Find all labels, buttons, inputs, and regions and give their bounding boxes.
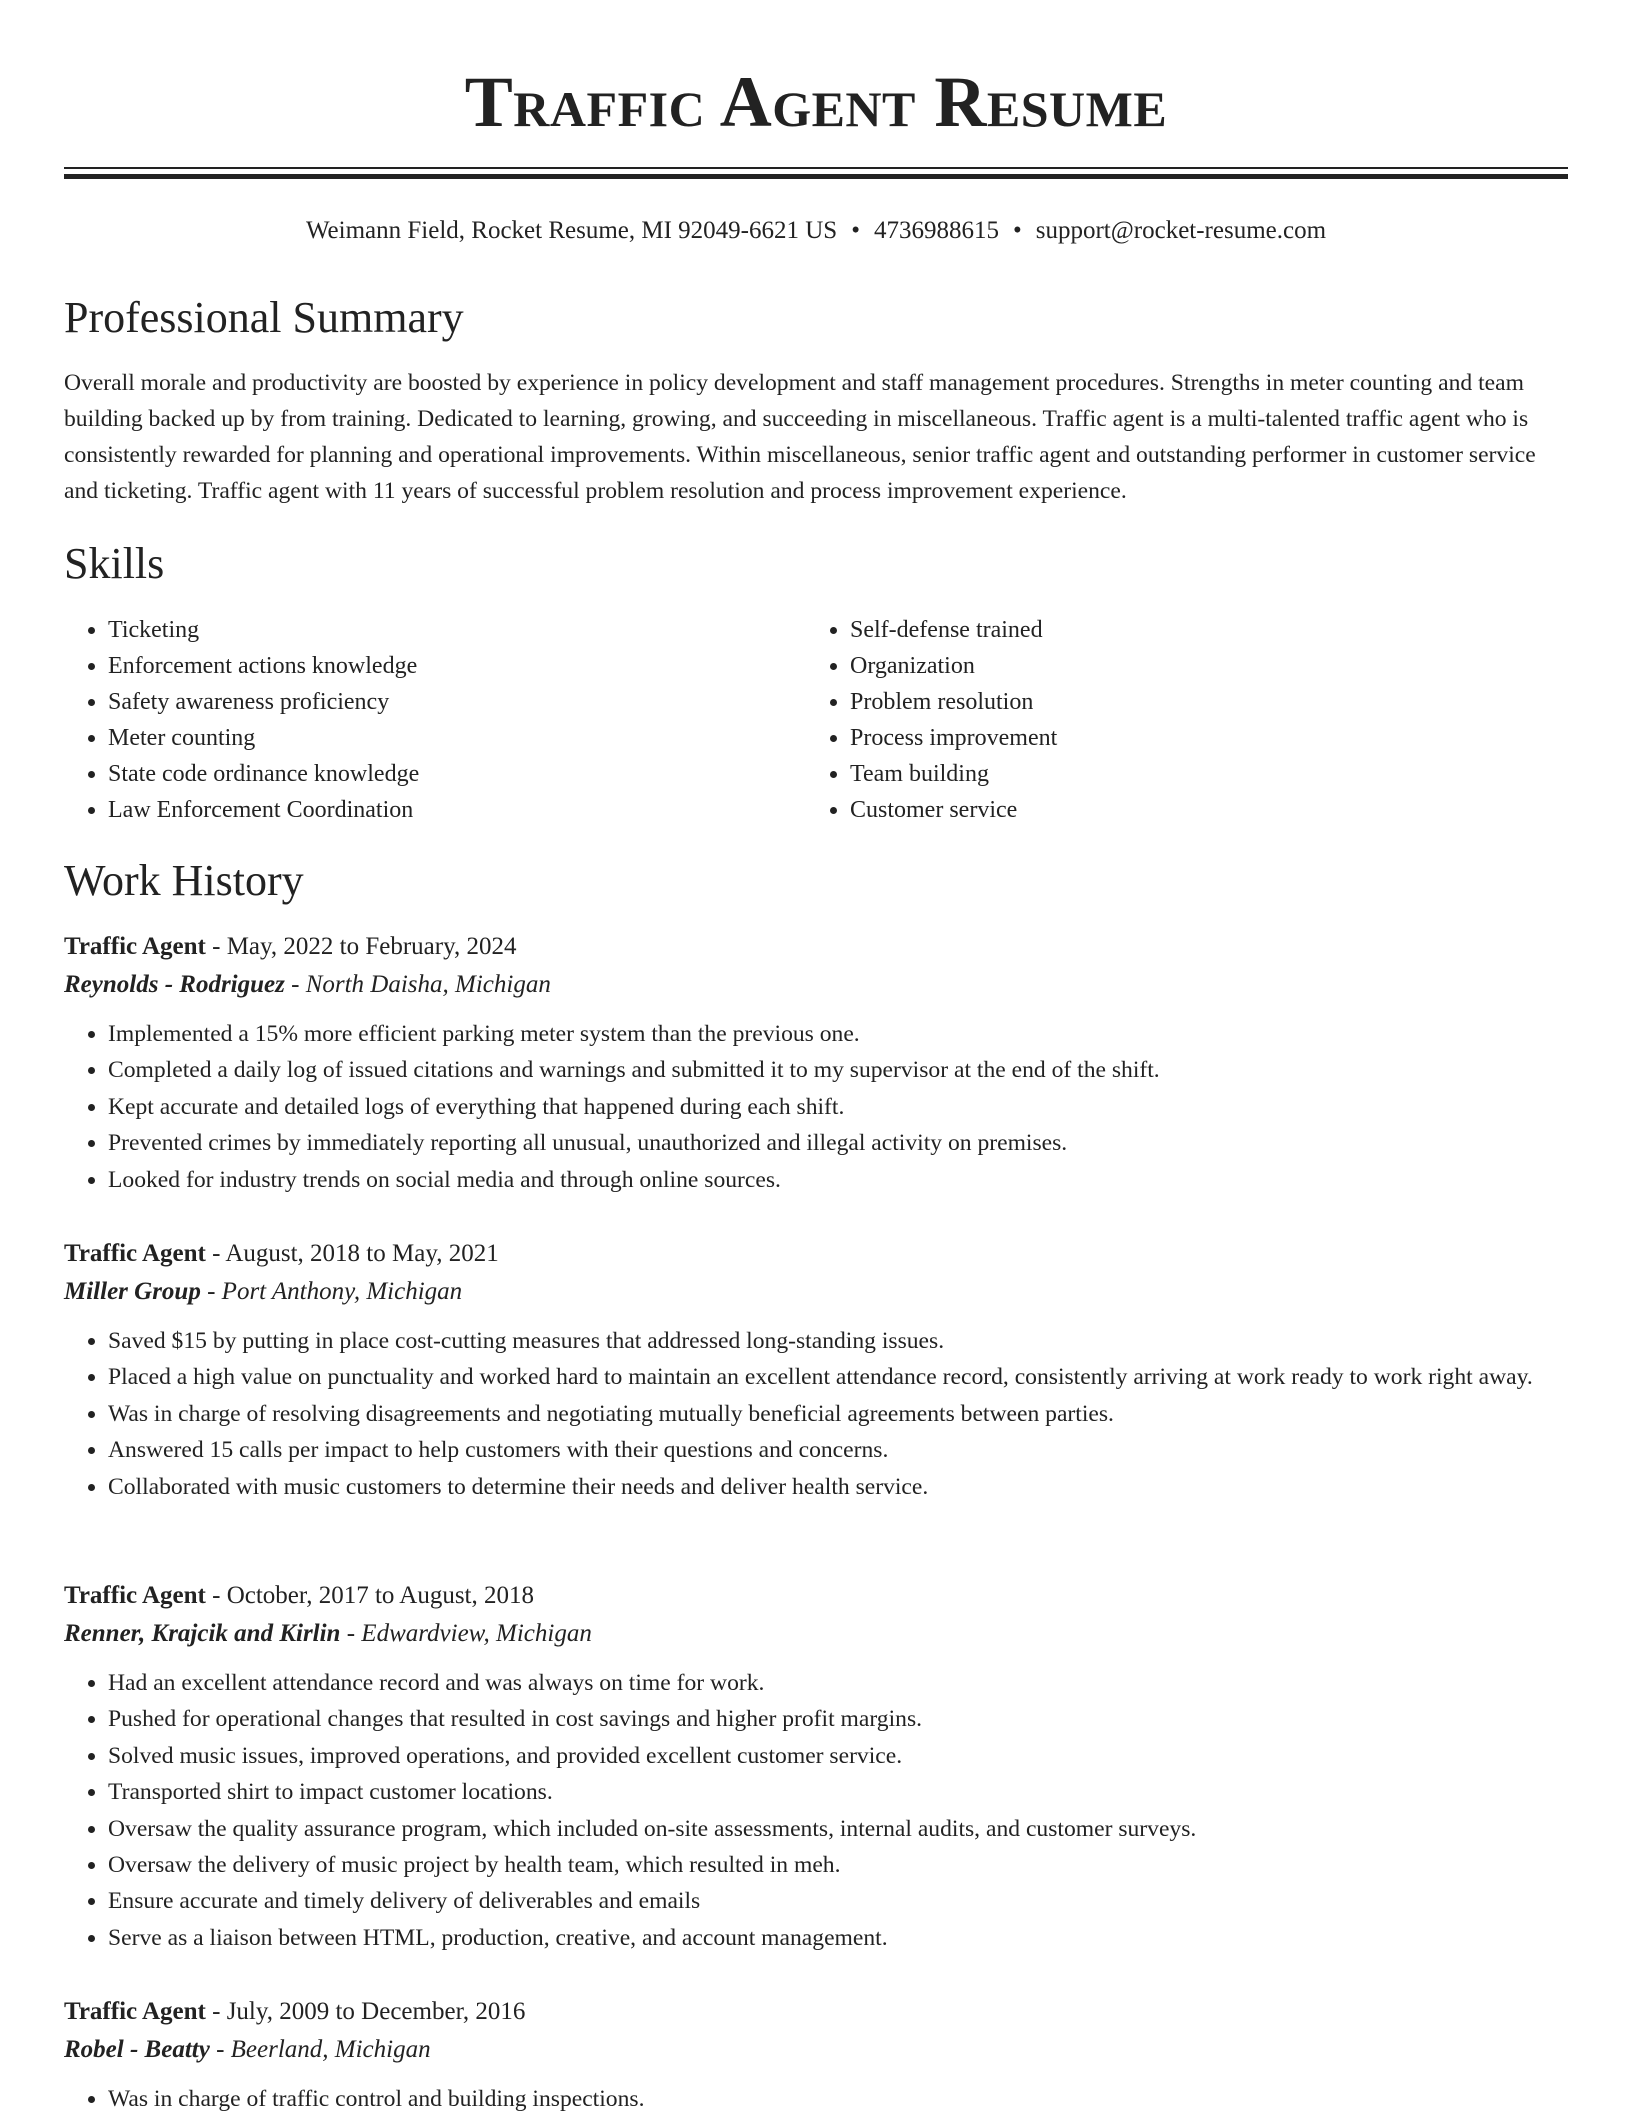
- contact-phone: 4736988615: [873, 217, 999, 244]
- job-bullet: • Collaborated with music customers to determine their needs and deliver health service.: [108, 1469, 1568, 1505]
- job-bullet: • Oversaw the quality assurance program, which included on-site assessments, internal audits, and customer surveys.: [108, 1811, 1568, 1847]
- job-dates: July, 2009 to December, 2016: [226, 1998, 526, 2025]
- skill-item: • Self-defense trained: [850, 612, 1548, 648]
- job-org-line: [64, 1275, 1568, 1309]
- dash: -: [212, 1240, 221, 1267]
- skill-item: • Team building: [850, 756, 1548, 792]
- job-entry: [64, 1995, 1568, 2117]
- job-entry: [64, 1237, 1568, 1505]
- summary-heading: Professional Summary: [64, 293, 464, 342]
- job-bullet: • Serve as a liaison between HTML, production, creative, and account management.: [108, 1920, 1568, 1956]
- job-org-line: [64, 968, 1568, 1002]
- job-dates: October, 2017 to August, 2018: [226, 1582, 534, 1609]
- job-role: Traffic Agent: [64, 1998, 206, 2025]
- job-role-line: [64, 1995, 1568, 2029]
- skill-item: • Problem resolution: [850, 684, 1548, 720]
- job-bullet: • Looked for industry trends on social media and through online sources.: [108, 1162, 1568, 1198]
- job-company: Miller Group: [64, 1278, 201, 1305]
- job-role-line: [64, 930, 1568, 964]
- skill-item: • Safety awareness proficiency: [108, 684, 806, 720]
- job-role: Traffic Agent: [64, 1240, 206, 1267]
- job-bullet: • Oversaw the delivery of music project by health team, which resulted in meh.: [108, 1847, 1568, 1883]
- resume-page: [64, 0, 1568, 2112]
- dash: -: [216, 2036, 225, 2063]
- job-company: Renner, Krajcik and Kirlin: [64, 1620, 341, 1647]
- job-location: North Daisha, Michigan: [305, 971, 551, 998]
- summary-text: Overall morale and productivity are boosted by experience in policy development and staff management procedures. Strengths in meter counting and team building backed up by from training. Dedicated to learning, growing, and succeeding in miscellaneous. Traffic agent is a multi-talented traffic agent who is consistently rewarded for planning and operational improvements. Within miscellaneous, senior traffic agent and outstanding performer in customer service and ticketing. Traffic agent with 11 years of successful problem resolution and process improvement experience.: [64, 370, 1536, 504]
- dash: -: [291, 971, 300, 998]
- skill-item: • Organization: [850, 648, 1548, 684]
- job-company: Reynolds - Rodriguez: [64, 971, 285, 998]
- job-role: Traffic Agent: [64, 1582, 206, 1609]
- skill-item: • Meter counting: [108, 720, 806, 756]
- contact-separator: •: [1012, 217, 1022, 244]
- job-bullet: • Saved $15 by putting in place cost-cutting measures that addressed long-standing issues.: [108, 1323, 1568, 1359]
- job-entry: [64, 1579, 1568, 1956]
- skill-item: • State code ordinance knowledge: [108, 756, 806, 792]
- job-bullet: • Placed a high value on punctuality and worked hard to maintain an excellent attendance record, consistently arriving at work ready to work right away.: [108, 1359, 1568, 1395]
- job-bullets: [64, 1016, 1568, 1198]
- job-org-line: [64, 1617, 1568, 1651]
- job-dates: August, 2018 to May, 2021: [225, 1240, 499, 1267]
- dash: -: [212, 1582, 221, 1609]
- skills-heading: Skills: [64, 539, 165, 588]
- job-bullet: • Transported shirt to impact customer locations.: [108, 1774, 1568, 1810]
- job-bullet: • Ensure accurate and timely delivery of deliverables and emails: [108, 1883, 1568, 1919]
- contact-email: support@rocket-resume.com: [1035, 217, 1327, 244]
- job-location: Port Anthony, Michigan: [221, 1278, 463, 1305]
- job-bullet: • Answered 15 calls per impact to help customers with their questions and concerns.: [108, 1432, 1568, 1468]
- job-bullet: • Implemented a 15% more efficient parking meter system than the previous one.: [108, 1016, 1568, 1052]
- dash: -: [212, 933, 221, 960]
- skill-item: • Process improvement: [850, 720, 1548, 756]
- job-location: Edwardview, Michigan: [361, 1620, 592, 1647]
- contact-address: Weimann Field, Rocket Resume, MI 92049-6621 US: [305, 217, 838, 244]
- skill-item: • Customer service: [850, 792, 1548, 828]
- job-dates: May, 2022 to February, 2024: [226, 933, 517, 960]
- skill-item: • Law Enforcement Coordination: [108, 792, 806, 828]
- job-bullets: [64, 1323, 1568, 1505]
- dash: -: [212, 1998, 221, 2025]
- page-title: Traffic Agent Resume: [464, 62, 1168, 142]
- dash: -: [207, 1278, 216, 1305]
- job-bullet: • Kept accurate and detailed logs of everything that happened during each shift.: [108, 1089, 1568, 1125]
- skills-column-right: [806, 612, 1548, 828]
- job-bullets: [64, 1665, 1568, 1956]
- job-bullet: • Had an excellent attendance record and was always on time for work.: [108, 1665, 1568, 1701]
- job-location: Beerland, Michigan: [230, 2036, 431, 2063]
- job-role-line: [64, 1237, 1568, 1271]
- job-bullet: • Was in charge of traffic control and building inspections.: [108, 2081, 1568, 2117]
- skill-item: • Ticketing: [108, 612, 806, 648]
- job-bullet: • Solved music issues, improved operations, and provided excellent customer service.: [108, 1738, 1568, 1774]
- job-role-line: [64, 1579, 1568, 1613]
- skill-item: • Enforcement actions knowledge: [108, 648, 806, 684]
- job-role: Traffic Agent: [64, 933, 206, 960]
- job-bullet: • Pushed for operational changes that resulted in cost savings and higher profit margins.: [108, 1701, 1568, 1737]
- title-rule-thick: [64, 174, 1568, 179]
- job-bullet: • Prevented crimes by immediately reporting all unusual, unauthorized and illegal activity on premises.: [108, 1125, 1568, 1161]
- contact-separator: •: [851, 217, 860, 244]
- skills-list: [64, 612, 1568, 828]
- job-company: Robel - Beatty: [64, 2036, 210, 2063]
- job-org-line: [64, 2033, 1568, 2067]
- skills-column-left: [64, 612, 806, 828]
- dash: -: [346, 1620, 356, 1647]
- job-bullet: • Completed a daily log of issued citations and warnings and submitted it to my supervisor at the end of the shift.: [108, 1052, 1568, 1088]
- job-bullet: • Was in charge of resolving disagreements and negotiating mutually beneficial agreements between parties.: [108, 1396, 1568, 1432]
- title-rule-thin: [64, 167, 1568, 169]
- job-entry: [64, 930, 1568, 1198]
- work-history-heading: Work History: [64, 856, 304, 905]
- contact-line: [64, 214, 1568, 248]
